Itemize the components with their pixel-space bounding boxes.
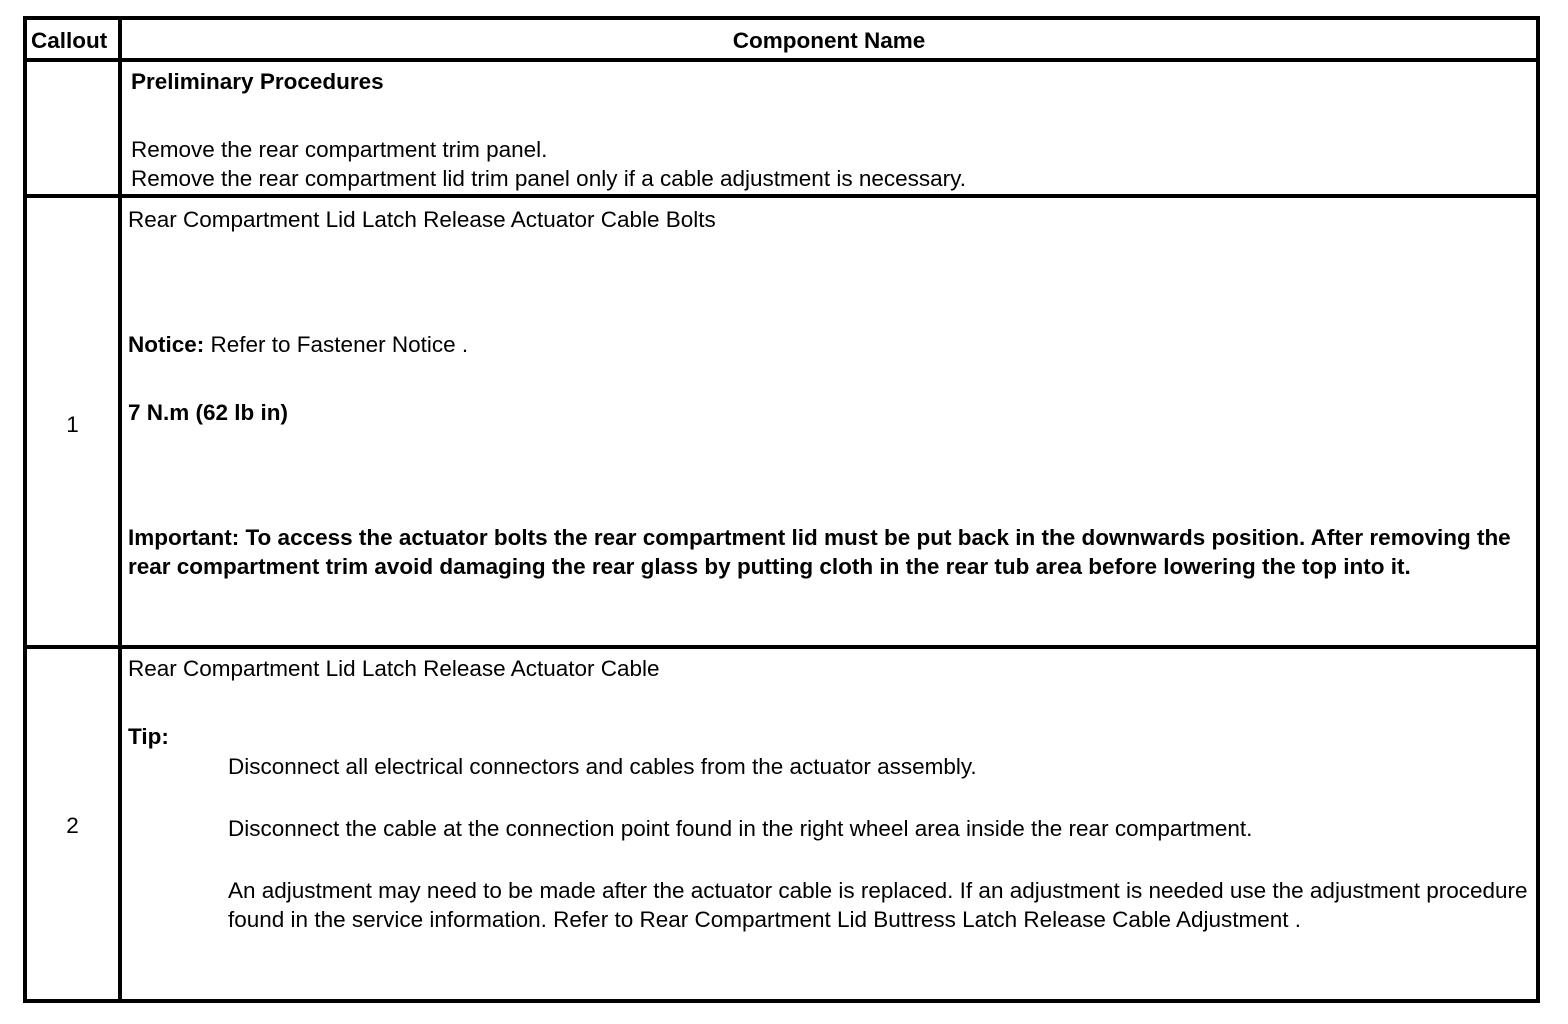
row2-title: Rear Compartment Lid Latch Release Actuator Cable bbox=[128, 656, 660, 681]
row-divider-preliminary bbox=[23, 194, 1540, 198]
row-divider-header bbox=[23, 58, 1540, 62]
row2-tip-3: An adjustment may need to be made after the actuator cable is replaced. If an adjustment is needed use the adjustment procedure found in the service information. Refer to Rear Compartment Lid Buttress Latch Release Cable Adjustment . bbox=[228, 878, 1528, 932]
row1-torque: 7 N.m (62 lb in) bbox=[128, 400, 289, 425]
row2-tip-2: Disconnect the cable at the connection point found in the right wheel area inside the rear compartment. bbox=[228, 816, 1253, 841]
row1-notice-text: Refer to Fastener Notice . bbox=[204, 332, 469, 357]
row2-callout: 2 bbox=[66, 813, 79, 838]
preliminary-step-1: Remove the rear compartment trim panel. bbox=[131, 137, 548, 162]
table-border-top bbox=[23, 16, 1540, 20]
table-border-bottom bbox=[23, 999, 1540, 1003]
preliminary-heading: Preliminary Procedures bbox=[131, 69, 384, 94]
table-border-right bbox=[1536, 16, 1540, 1003]
row2-tip-label: Tip: bbox=[128, 724, 169, 749]
row2-tip-1: Disconnect all electrical connectors and cables from the actuator assembly. bbox=[228, 754, 977, 779]
row-divider-row1 bbox=[23, 645, 1540, 649]
row1-notice bbox=[128, 330, 468, 359]
table-border-left bbox=[23, 16, 27, 1003]
header-component-name: Component Name bbox=[732, 28, 926, 53]
preliminary-step-2: Remove the rear compartment lid trim panel only if a cable adjustment is necessary. bbox=[131, 166, 966, 191]
header-callout: Callout bbox=[31, 28, 108, 53]
row1-notice-label: Notice: bbox=[128, 332, 205, 357]
procedure-table bbox=[23, 16, 1540, 1003]
row1-title: Rear Compartment Lid Latch Release Actuator Cable Bolts bbox=[128, 207, 716, 232]
row1-callout: 1 bbox=[66, 412, 79, 437]
column-divider bbox=[118, 16, 122, 1003]
row1-important: Important: To access the actuator bolts the rear compartment lid must be put back in the downwards position. After removing the rear compartment trim avoid damaging the rear glass by putting cloth in the rear tub area before lowering the top into it. bbox=[128, 525, 1511, 579]
